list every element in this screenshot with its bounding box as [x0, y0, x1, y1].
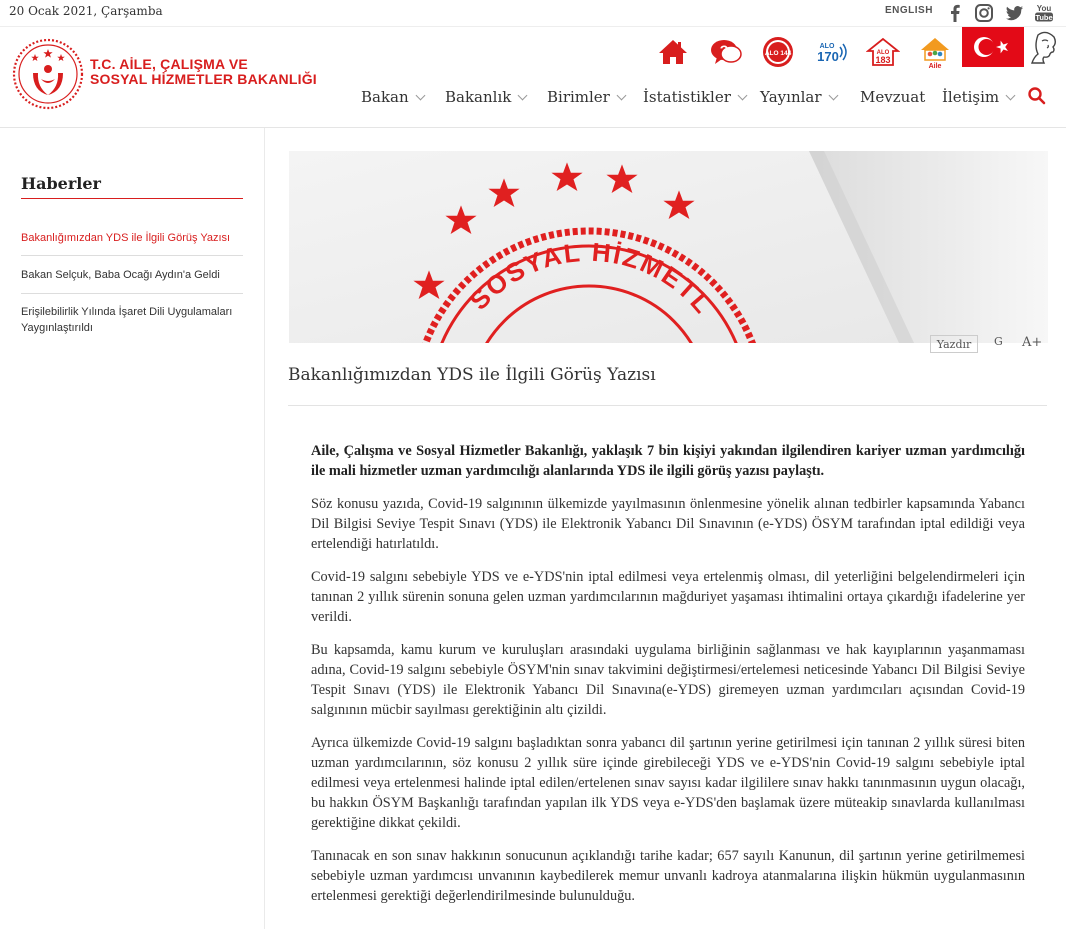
chevron-down-icon [737, 91, 747, 101]
news-sidebar [0, 128, 265, 929]
home-icon[interactable] [656, 35, 690, 69]
article-title: Bakanlığımızdan YDS ile İlgili Görüş Yazısı [288, 365, 656, 385]
alo-183-icon[interactable] [866, 35, 900, 69]
nav-item-mevzuat[interactable] [860, 88, 925, 108]
twitter-icon[interactable] [1003, 2, 1025, 24]
aile-house-icon[interactable] [918, 35, 952, 69]
sidebar-divider [21, 293, 243, 294]
sidebar-item-yds[interactable]: Bakanlığımızdan YDS ile İlgili Görüş Yazısı [21, 232, 231, 244]
chevron-down-icon [1006, 91, 1016, 101]
nav-item-label: Mevzuat [860, 88, 926, 106]
article-paragraph: Söz konusu yazıda, Covid-19 salgınının ülkemizde yayılmasının önlenmesine yönelik alınan tedbirler kapsamında Yabancı Dil Bilgisi Seviye Tespit Sınavı (YDS) ile Elektronik Yabancı Dil Sınavının (e-YDS) ÖSYM tarafından iptal edildiği veya ertelendiği hatırlatıldı. [311, 496, 1025, 552]
font-size-label: A+ [1022, 335, 1043, 350]
article-lead: Aile, Çalışma ve Sosyal Hizmetler Bakanlığı, yaklaşık 7 bin kişiyi yakından ilgilendiren kariyer uzman yardımcılığı ile mali hizmetler uzman yardımcılığı alanlarında YDS ile ilgili görüş yazısı paylaştı. [311, 443, 1025, 479]
nav-item-label: Bakan [361, 88, 409, 106]
turkish-flag [962, 27, 1024, 67]
nav-item-label: Yayınlar [760, 88, 822, 106]
font-size-increase-button[interactable] [1022, 335, 1042, 353]
alo-170-icon[interactable] [813, 35, 847, 69]
site-header [0, 27, 1066, 128]
svg-text:You: You [1036, 4, 1052, 13]
svg-text:170: 170 [817, 49, 839, 64]
help-bubble-icon[interactable] [709, 35, 743, 69]
nav-item-label: İstatistikler [643, 88, 731, 106]
article-paragraph: Bu kapsamda, kamu kurum ve kuruluşları arasındaki uygulama birliğinin sağlanması ve hak kayıplarının yaşanmaması adına, Covid-19 salgını sebebiyle ÖSYM'nin sınav takvimini değiştirmesi/ertelemesi neticesinde Yabancı Dil Bilgisi Seviye Tespit Sınavı (YDS) ile Elektronik Yabancı Dil Sınavına(e-YDS) giremeyen uzman yardımcıları açısından Covid-19 salgınının mücbir sayılması gerektiğinin altı çizildi. [311, 642, 1025, 718]
share-icon[interactable] [994, 335, 1003, 353]
svg-text:Tube: Tube [1035, 12, 1053, 22]
nav-item-label: İletişim [942, 88, 1000, 106]
aile-label: Aile [928, 63, 942, 69]
chevron-down-icon [415, 91, 425, 101]
nav-item-yayinlar[interactable] [760, 88, 837, 108]
chevron-down-icon [616, 91, 626, 101]
share-label: G [994, 335, 1003, 348]
article-paragraph: Ayrıca ülkemizde Covid-19 salgını başladıktan sonra yabancı dil şartının yerine getirilmesi için tanınan 2 yıllık süresi biten uzman yardımcılarının, söz konusu 2 yıllık süre içinde girebileceği YDS ve e-YDS'nin Covid-19 salgını sebebiyle iptal edilmesi veya ertelenmesi halinde iptal edilen/ertelenen sınav sayısı kadar ilgililere sınav hakkı tanınmasının uygun olacağı, bu hakkın ÖSYM Başkanlığı tarafından yapılan ilk YDS veya e-YDS'den başlamak üzere müteakip sınavlarda kullanılması gerektiğine dikkat çekildi. [311, 735, 1025, 831]
nav-item-istatistikler[interactable] [643, 88, 746, 108]
ataturk-silhouette [1028, 29, 1062, 65]
chevron-down-icon [518, 91, 528, 101]
sidebar-title: Haberler [21, 174, 101, 193]
facebook-icon[interactable] [944, 2, 966, 24]
youtube-icon[interactable] [1033, 2, 1055, 24]
instagram-icon[interactable] [973, 2, 995, 24]
sidebar-item-baba-ocagi[interactable]: Bakan Selçuk, Baba Ocağı Aydın'a Geldi [21, 269, 220, 281]
svg-text:ALO: ALO [876, 50, 890, 56]
svg-text:183: 183 [875, 55, 891, 65]
nav-item-bakan[interactable] [361, 88, 424, 108]
print-label: Yazdır [936, 338, 972, 351]
alo-144-icon[interactable] [761, 35, 795, 69]
article-paragraph: Covid-19 salgını sebebiyle YDS ve e-YDS'nin iptal edilmesi veya ertelenmiş olması, dil yeterliğini belgelendirmeleri için tanınan 2 yıllık sürenin sonuna gelen uzman yardımcılarının mağduriyet yaşaması ihtimalini ortaya çıkardığı ifadelerine yer verildi. [311, 569, 1025, 625]
top-bar [0, 0, 1066, 27]
alo-144-label: ALO 144 [764, 50, 792, 57]
ministry-name-line2: SOSYAL HİZMETLER BAKANLIĞI [90, 71, 317, 87]
svg-text:ALO: ALO [819, 43, 835, 50]
print-button[interactable] [930, 335, 978, 353]
sidebar-item-isaret-dili[interactable]: Erişilebilirlik Yılında İşaret Dili Uygulamaları Yaygınlaştırıldı [21, 306, 233, 334]
ministry-name-line1: T.C. AİLE, ÇALIŞMA VE [90, 56, 248, 72]
article-title-divider [288, 405, 1047, 406]
nav-item-label: Birimler [547, 88, 610, 106]
article-paragraph: Tanınacak en son sınav hakkının sonucunun açıklandığı tarihe kadar; 657 sayılı Kanunun, dil şartının yerine getirilmemesi sebebiyle uzman yardımcısı unvanının kaybedilerek memur unvanlı kadroya atanmalarına ilişkin hükmün uygulanmasının ertelenmesi gerektiği değerlendirilmesinde bulunulduğu. [311, 848, 1025, 904]
nav-item-birimler[interactable] [547, 88, 625, 108]
sidebar-divider [21, 255, 243, 256]
nav-item-bakanlik[interactable] [445, 88, 526, 108]
language-switch-link[interactable]: ENGLISH [885, 5, 933, 16]
nav-item-iletisim[interactable] [942, 88, 1014, 108]
help-bubble-mark: ? [719, 42, 729, 58]
chevron-down-icon [828, 91, 838, 101]
search-icon[interactable] [1027, 86, 1047, 106]
nav-item-label: Bakanlık [445, 88, 512, 106]
article-body [311, 441, 1025, 919]
sidebar-title-underline [21, 198, 243, 199]
ministry-name[interactable] [90, 57, 317, 87]
article-hero-image [289, 151, 1048, 343]
current-date: 20 Ocak 2021, Çarşamba [9, 4, 163, 18]
seal-text-path: SOSYAL HİZMETL [463, 236, 719, 321]
ministry-logo[interactable] [11, 37, 85, 111]
